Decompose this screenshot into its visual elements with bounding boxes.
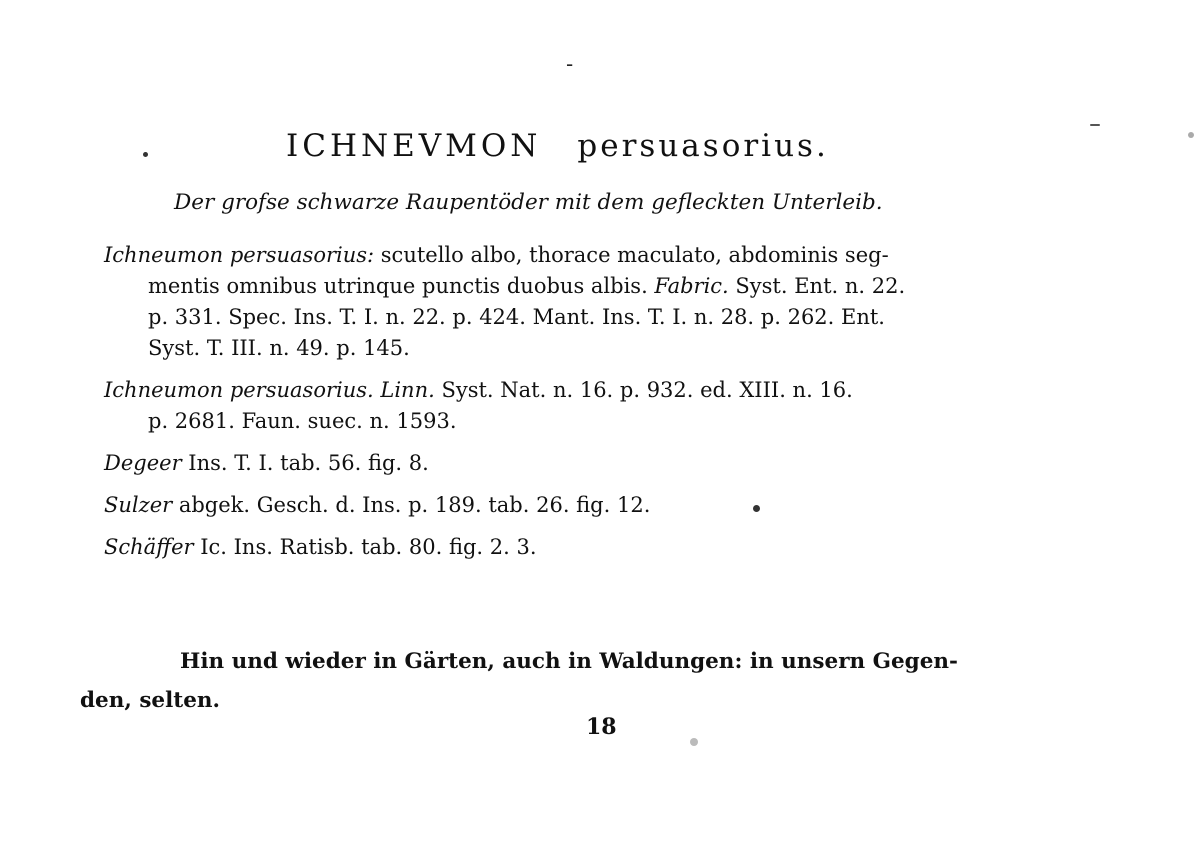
- reference-list: [104, 240, 1104, 574]
- page-title: [286, 128, 829, 164]
- page-number: 18: [586, 714, 617, 740]
- reference-text: Syst. Nat. n. 16. p. 932. ed. XIII. n. 16.: [434, 378, 853, 402]
- common-name-subtitle: Der grofse schwarze Raupentöder mit dem gefleckten Unterleib.: [174, 190, 883, 215]
- reference-entry-schaeffer: [104, 532, 1104, 563]
- reference-author: Ichneumon persuasorius:: [104, 243, 375, 267]
- reference-text: Ins. T. I. tab. 56. fig. 8.: [181, 451, 429, 475]
- reference-author: Linn.: [380, 378, 435, 402]
- reference-text: Syst. T. III. n. 49. p. 145.: [148, 336, 410, 360]
- title-species: persuasorius.: [577, 128, 829, 164]
- reference-text: abgek. Gesch. d. Ins. p. 189. tab. 26. fig. 12.: [172, 493, 651, 517]
- habitat-note: [80, 642, 1120, 720]
- reference-text: mentis omnibus utrinque punctis duobus albis.: [148, 274, 655, 298]
- habitat-note-line: den, selten.: [80, 688, 220, 713]
- reference-author: Degeer: [104, 451, 182, 475]
- paper-speck: [753, 505, 760, 512]
- paper-speck: [1188, 132, 1194, 138]
- reference-author: Fabric.: [654, 274, 729, 298]
- paper-speck: [143, 152, 148, 157]
- paper-speck: [690, 738, 698, 746]
- top-mark: -: [566, 52, 574, 76]
- reference-text: scutello albo, thorace maculato, abdominis seg-: [374, 243, 889, 267]
- habitat-note-line: Hin und wieder in Gärten, auch in Waldungen: in unsern Gegen-: [180, 649, 958, 674]
- reference-entry-fabricius: [104, 240, 1104, 364]
- reference-entry-degeer: [104, 448, 1104, 479]
- reference-text: p. 2681. Faun. suec. n. 1593.: [148, 409, 457, 433]
- title-genus: ICHNEVMON: [286, 128, 542, 164]
- reference-entry-sulzer: [104, 490, 1104, 521]
- reference-author: Schäffer: [104, 535, 194, 559]
- reference-text: p. 331. Spec. Ins. T. I. n. 22. p. 424. Mant. Ins. T. I. n. 28. p. 262. Ent.: [148, 305, 885, 329]
- reference-text: Syst. Ent. n. 22.: [728, 274, 906, 298]
- reference-text: Ic. Ins. Ratisb. tab. 80. fig. 2. 3.: [193, 535, 537, 559]
- reference-entry-linnaeus: [104, 375, 1104, 437]
- paper-speck: [1090, 124, 1100, 126]
- reference-author: Ichneumon persuasorius.: [104, 378, 374, 402]
- reference-author: Sulzer: [104, 493, 173, 517]
